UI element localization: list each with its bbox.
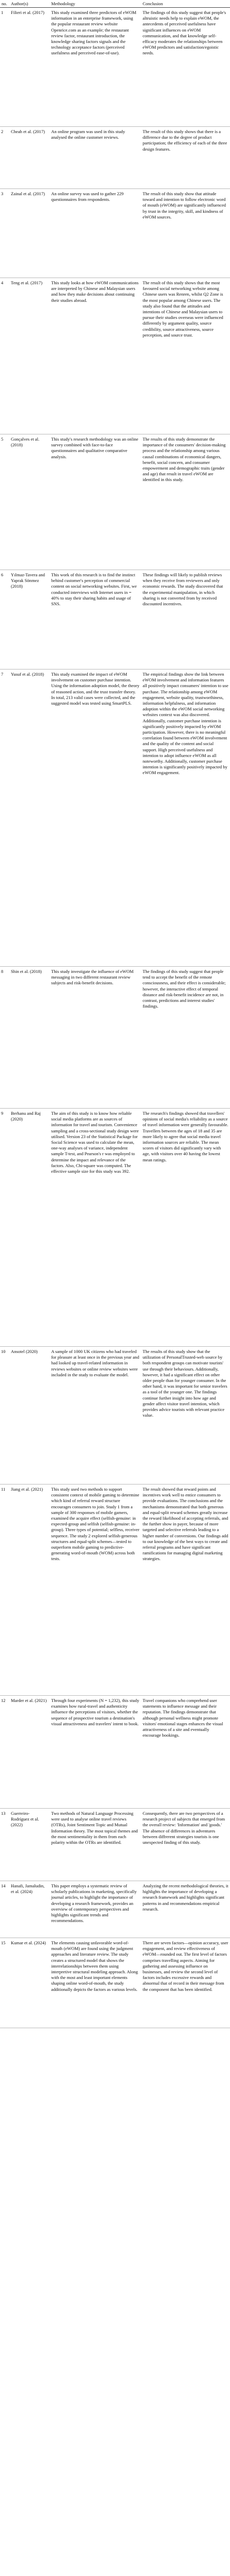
cell-conclusion: The result showed that reward points and incentives work well to entice consumers to provide evaluations. The conclusions and the mechanisms demonstrated that both generous and equal-split reward schemes greatly increase the reward likelihood of accepting referrals, and the further show in payer, because of more targeted and selective referrals leading to a higher number of conversions. Our findings add to our knowledge of the best ways to create and referral programs and have significant ramifications for managing digital marketing strategies.: [141, 1485, 230, 1696]
cell-no: 12: [0, 1696, 9, 1809]
cell-authors: Marder et al. (2021): [9, 1696, 50, 1809]
cell-authors: Shin et al. (2018): [9, 967, 50, 1109]
table-row: [0, 1938, 230, 2028]
cell-methodology: An online program was used in this study analysed the online customer reviews.: [50, 127, 141, 189]
cell-no: 4: [0, 278, 9, 434]
cell-conclusion: These findings will likely to publish reviews when they receive from reviewers and only economic rewards. The study discovered that the experimental manipulation, in which sharing is not converted from by received discounted incentives.: [141, 570, 230, 670]
cell-conclusion: The result of this study shows that the most favoured social networking website among Chinese users was Renren, whilst Q2 Zone is the most popular among Chinese users. The study also found that the attitudes and intentions of Chinese and Malaysian users to pursue their studies overseas were influenced differently by argument quality, source credibility, source attractiveness, source perception, and source trust.: [141, 278, 230, 434]
cell-authors: Jiang et al. (2021): [9, 1485, 50, 1696]
cell-conclusion: The results of this study demonstrate the importance of the consumers' decision-making process and the relationship among various causal combinations of economical dangers, benefit, social concern, and consumer empowerment and demographic traits (gender and age) that result in travel eWOM are identified in this study.: [141, 434, 230, 570]
cell-methodology: This work of this research is to find the instinct behind customer's perception of commercial content on social networking websites. First, we conducted interviews with Internet users in = 40% to stay their sharing habits and usage of SNS.: [50, 570, 141, 670]
cell-methodology: This study's research methodology was an online survey combined with face-to-face questionnaires and qualitative comparative analysis.: [50, 434, 141, 570]
cell-methodology: This study used two methods to support consistent context of mobile gaming to determine which kind of referral reward structure encourages consumers to join. Study 1 from a sample of 300 responses of mobile gamers, examined the acquire effect (selfish-genuine: in expected-group and selfish (selfish-genuine: in-group). Three types of potential; selfless, receiver sequence. The study 2 explored selfish-generous structures and equal-split schemes—tested to outperform mobile gaming to predictive-generating word-of-mouth (WOM) across both tests.: [50, 1485, 141, 1696]
header-no: no.: [0, 0, 9, 8]
cell-conclusion: The research's findings showed that travellers' opinions of social media's reliability as a source of travel information were generally favourable. Travellers between the ages of 18 and 35 are more likely to agree that social media travel information sources are reliable. The mean scores of visitors did significantly vary with age, with visitors over 40 having the lowest mean ratings.: [141, 1109, 230, 1347]
cell-no: 6: [0, 570, 9, 670]
cell-conclusion: The result of this study shows that there is a difference due to the degree of product participation; the efficiency of each of the three design features.: [141, 127, 230, 189]
cell-methodology: This paper employs a systematic review of scholarly publications in marketing, specifically journal articles, to highlight the importance of developing a research framework, provides an overview of contemporary perspectives and highlights significant trends and recommendations.: [50, 1881, 141, 1938]
cell-no: 10: [0, 1347, 9, 1485]
table-row: [0, 1881, 230, 1938]
cell-conclusion: The findings of this study suggest that people tend to accept the benefit of the remote consciousness, and their effect is considerable; however, the interactive effect of temporal distance and risk-benefit incidence are not, in contrast, predictions and interest studies' findings.: [141, 967, 230, 1109]
cell-conclusion: The result of this study show that attitude toward and intention to follow electronic word of mouth (eWOM) are significantly influenced by trust in the integrity, skill, and kindness of eWOM sources.: [141, 189, 230, 278]
cell-authors: Kumar et al. (2024): [9, 1938, 50, 2028]
cell-authors: Zainal et al. (2017): [9, 189, 50, 278]
cell-methodology: An online survey was used to gather 229 questionnaires from respondents.: [50, 189, 141, 278]
table-row: [0, 1347, 230, 1485]
cell-conclusion: Travel companions who comprehend user statements to influence message and their reputation. The findings demonstrate that although personal wellness might promote visitors' emotional stages enhances the visual attractiveness of a site and eventually encourage bookings.: [141, 1696, 230, 1809]
table-body: [0, 8, 230, 2028]
cell-no: 3: [0, 189, 9, 278]
cell-authors: Ansotel (2020): [9, 1347, 50, 1485]
cell-methodology: This study investigate the influence of eWOM messaging in two different restaurant review subjects and risk-benefit decisions.: [50, 967, 141, 1109]
header-row: [0, 0, 230, 8]
cell-methodology: The elements causing unfavorable word-of-mouth (eWOM) are found using the judgment approaches and literature review. The study creates a structured model that shows the interrelationships between them using interpretive structural modeling approach. Along with the most and least important elements shaping online word-of-mouth, the study additionally depicts the factors as various levels.: [50, 1938, 141, 2028]
header-authors: Author(s): [9, 0, 50, 8]
cell-conclusion: The results of this study show that the utilization of PersonalTrusted-web source by both respondent groups can motivate tourists' use through their behaviours. Additionally, however, it had a significant effect on other older people than for younger consumer. In the other hand, it was important for senior travelers as a tool of the younger one. The findings continue further insight into how age and gender affect visitor travel intention, which provides advice tourists with relevant practice value.: [141, 1347, 230, 1485]
cell-authors: Cheah et al. (2017): [9, 127, 50, 189]
cell-no: 9: [0, 1109, 9, 1347]
cell-methodology: The aim of this study is to know how reliable social media platforms are as sources of information for travel and tourism. Convenience sampling and a cross-sectional study design were utilised. Version 23 of the Statistical Package for Social Science was used to calculate the mean, one-way analyses of variance, independent sample T-test, and Pearson's r was employed to determine the impact and relevance of the factors. Also, Chi-square was computed. The effective sample size for this study was 392.: [50, 1109, 141, 1347]
cell-conclusion: Consequently, there are two perspectives of a research project of subjects that emerged from the overall review: 'Information' and 'goods.' The absence of differences in adventures between diffrerent strategies tourists is one unexpected finding of this study.: [141, 1809, 230, 1881]
cell-no: 2: [0, 127, 9, 189]
cell-methodology: This study examined three predictors of eWOM information in an enterprise framework, using the popular restaurant review website Openrice.com as an example; the restaurant review factor, restaurant introduction, the knowledge sharing factors signals and the technology acceptance factors (perceived usefulness and perceived ease-of-use).: [50, 8, 141, 127]
cell-authors: Yılmaz-Tavera and Yaprak Sönmez (2018): [9, 570, 50, 670]
cell-conclusion: The findings of this study suggest that people's altruistic needs help to explain eWOM, the antecedents of perceived usefulness have significant influences on eWOM communication, and that knowledge self-efficacy moderates the relationships between eWOM predictors and satisfaction/egoistic needs.: [141, 8, 230, 127]
cell-no: 7: [0, 670, 9, 967]
cell-authors: Guerreiro-Rodríguez et al. (2022): [9, 1809, 50, 1881]
cell-methodology: A sample of 1000 UK citizens who had traveled for pleasure at least once in the previous year and had looked up travel-related information in reviews websites or online review websites were included in the study to evaluate the model.: [50, 1347, 141, 1485]
cell-no: 5: [0, 434, 9, 570]
header-conclusion: Conclusion: [141, 0, 230, 8]
cell-no: 13: [0, 1809, 9, 1881]
cell-conclusion: Analyzing the recent methodological theories, it highlights the importance of developing a research framework and highlights significant patterns in and recommendations empirical research.: [141, 1881, 230, 1938]
cell-no: 8: [0, 967, 9, 1109]
table-header: [0, 0, 230, 8]
cell-methodology: Two methods of Natural Language Processing were used to analyse online travel reviews (OTRs), Joint Sentiment Topic and Mutual Information theory. The most topical themes and the most sentimentality in them from each polarity within the OTRs are identified.: [50, 1809, 141, 1881]
table-row: [0, 1109, 230, 1347]
table-row: [0, 189, 230, 278]
cell-no: 15: [0, 1938, 9, 2028]
table-row: [0, 8, 230, 127]
cell-authors: Yusuf et al. (2018): [9, 670, 50, 967]
table-row: [0, 127, 230, 189]
cell-authors: Teng et al. (2017): [9, 278, 50, 434]
cell-no: 11: [0, 1485, 9, 1696]
cell-authors: Gonçalves et al. (2018): [9, 434, 50, 570]
cell-authors: Filieri et al. (2017): [9, 8, 50, 127]
cell-conclusion: The empirical findings show the link between eWOM involvement and information features all positively impact consumers' intention to use purchase. The relationship among eWOM engagement, website quality, trustworthiness, information helpfulness, and information adoption within the eWOM social networking websites context was also discovered. Additionally, customer purchase intention is significantly positively impacted by eWOM participation. However, there is no meaningful correlation found between eWOM involvement and the quality of the content and social support. High perceived usefulness and intention to adopt influence eWOM as all noteworthy. Additionally, customer purchase intention is significantly positively impacted by eWOM engagement.: [141, 670, 230, 967]
cell-methodology: This study looks at how eWOM communications are interpreted by Chinese and Malaysian users and how they make decisions about continuing their studies abroad.: [50, 278, 141, 434]
cell-no: 14: [0, 1881, 9, 1938]
cell-authors: Hanafi, Jamaludin, et al. (2024): [9, 1881, 50, 1938]
cell-conclusion: There are seven factors—opinion accuracy, user engagement, and review effectiveness of eWOM—rounded out. The first level of factors comprises travelling aspects. Aiming for gathering and assessing influence on businesses, and review the second level of factors includes excessive rewards and abnormal that of record in their message from the component that has been identified.: [141, 1938, 230, 2028]
table-row: [0, 434, 230, 570]
table-row: [0, 278, 230, 434]
table-row: [0, 1696, 230, 1809]
table-row: [0, 570, 230, 670]
cell-no: 1: [0, 8, 9, 127]
table-row: [0, 967, 230, 1109]
cell-methodology: This study examined the impact of eWOM involvement on customer purchase intention. Using the information adoption model, the theory of reasoned action, and the trust transfer theory. In total, 213 valid cases were collected, and the suggested model was tested using SmartPLS.: [50, 670, 141, 967]
table-row: [0, 1809, 230, 1881]
table-row: [0, 670, 230, 967]
cell-methodology: Through four experiments (N = 1,232), this study examines how rural-travel and authenticity influence the perceptions of visitors, whether the sequence of prospective tourism a destination's visual attractiveness and travelers' intent to book.: [50, 1696, 141, 1809]
cell-authors: Berhanu and Raj (2020): [9, 1109, 50, 1347]
header-methodology: Methodology: [50, 0, 141, 8]
table-row: [0, 1485, 230, 1696]
